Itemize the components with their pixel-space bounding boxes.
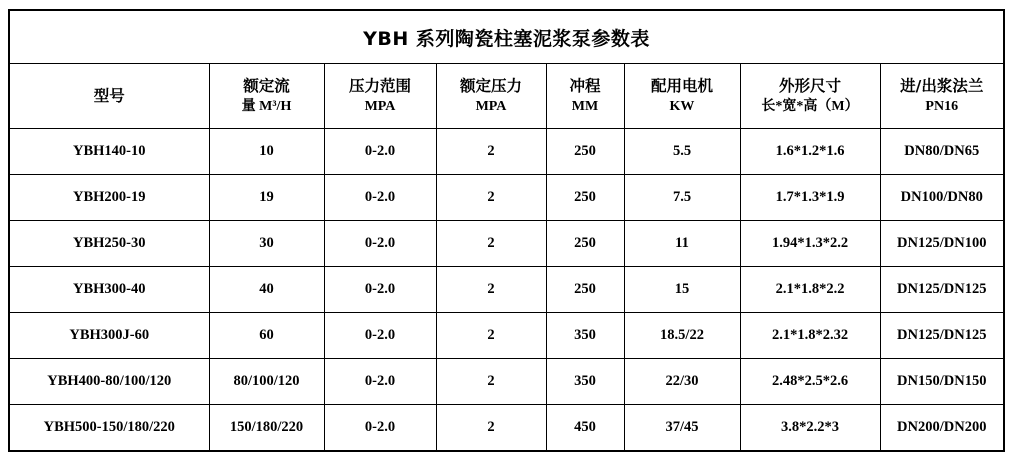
cell-dimensions: 1.6*1.2*1.6 <box>740 129 880 175</box>
table-row <box>9 175 1004 221</box>
cell-flange: DN200/DN200 <box>880 405 1004 452</box>
column-header-pressure-range-line2: MPA <box>364 98 396 114</box>
cell-stroke: 250 <box>546 129 624 175</box>
cell-pressure-range: 0-2.0 <box>324 359 436 405</box>
column-header-flow <box>209 64 324 129</box>
cell-flange: DN125/DN125 <box>880 267 1004 313</box>
cell-rated-pressure: 2 <box>436 359 546 405</box>
column-header-flange-line1: 进/出浆法兰 <box>900 76 984 95</box>
cell-rated-pressure: 2 <box>436 129 546 175</box>
column-header-stroke-line1: 冲程 <box>569 76 601 95</box>
column-header-stroke-line2: MM <box>571 98 599 114</box>
cell-motor: 37/45 <box>624 405 740 452</box>
cell-model: YBH200-19 <box>9 175 209 221</box>
parameter-table <box>8 9 1005 452</box>
cell-model: YBH300J-60 <box>9 313 209 359</box>
table-row <box>9 359 1004 405</box>
cell-flow: 19 <box>209 175 324 221</box>
column-header-rated-pressure-line2: MPA <box>475 98 507 114</box>
cell-motor: 15 <box>624 267 740 313</box>
cell-stroke: 350 <box>546 359 624 405</box>
cell-flow: 10 <box>209 129 324 175</box>
cell-rated-pressure: 2 <box>436 221 546 267</box>
cell-dimensions: 1.94*1.3*2.2 <box>740 221 880 267</box>
cell-pressure-range: 0-2.0 <box>324 313 436 359</box>
cell-flow: 40 <box>209 267 324 313</box>
cell-flow: 150/180/220 <box>209 405 324 452</box>
cell-flange: DN80/DN65 <box>880 129 1004 175</box>
column-header-rated-pressure <box>436 64 546 129</box>
cell-stroke: 250 <box>546 267 624 313</box>
cell-pressure-range: 0-2.0 <box>324 129 436 175</box>
cell-model: YBH300-40 <box>9 267 209 313</box>
cell-dimensions: 1.7*1.3*1.9 <box>740 175 880 221</box>
table-row <box>9 405 1004 452</box>
column-header-pressure-range <box>324 64 436 129</box>
cell-flow: 80/100/120 <box>209 359 324 405</box>
cell-dimensions: 2.1*1.8*2.2 <box>740 267 880 313</box>
cell-dimensions: 3.8*2.2*3 <box>740 405 880 452</box>
column-header-model-line1: 型号 <box>93 86 125 105</box>
column-header-flow-line2: 量 M³/H <box>241 98 292 114</box>
table-title-row <box>9 10 1004 64</box>
cell-stroke: 350 <box>546 313 624 359</box>
table-header-row <box>9 64 1004 129</box>
column-header-motor-line1: 配用电机 <box>650 76 713 95</box>
column-header-flow-line1: 额定流 <box>243 76 290 95</box>
cell-pressure-range: 0-2.0 <box>324 221 436 267</box>
cell-motor: 18.5/22 <box>624 313 740 359</box>
cell-rated-pressure: 2 <box>436 175 546 221</box>
column-header-pressure-range-line1: 压力范围 <box>348 76 411 95</box>
cell-flow: 30 <box>209 221 324 267</box>
cell-model: YBH500-150/180/220 <box>9 405 209 452</box>
table-row <box>9 129 1004 175</box>
page-title: YBH 系列陶瓷柱塞泥浆泵参数表 <box>9 10 1004 64</box>
column-header-stroke <box>546 64 624 129</box>
cell-rated-pressure: 2 <box>436 313 546 359</box>
cell-dimensions: 2.48*2.5*2.6 <box>740 359 880 405</box>
cell-rated-pressure: 2 <box>436 405 546 452</box>
cell-stroke: 250 <box>546 221 624 267</box>
column-header-motor-line2: KW <box>669 98 695 114</box>
cell-model: YBH140-10 <box>9 129 209 175</box>
cell-motor: 5.5 <box>624 129 740 175</box>
cell-stroke: 450 <box>546 405 624 452</box>
column-header-flange <box>880 64 1004 129</box>
cell-flow: 60 <box>209 313 324 359</box>
column-header-flange-line2: PN16 <box>925 98 959 114</box>
column-header-model <box>9 64 209 129</box>
column-header-motor <box>624 64 740 129</box>
cell-stroke: 250 <box>546 175 624 221</box>
column-header-rated-pressure-line1: 额定压力 <box>459 76 522 95</box>
cell-flange: DN100/DN80 <box>880 175 1004 221</box>
cell-motor: 22/30 <box>624 359 740 405</box>
cell-flange: DN125/DN125 <box>880 313 1004 359</box>
cell-pressure-range: 0-2.0 <box>324 267 436 313</box>
cell-flange: DN150/DN150 <box>880 359 1004 405</box>
cell-model: YBH400-80/100/120 <box>9 359 209 405</box>
cell-motor: 7.5 <box>624 175 740 221</box>
cell-pressure-range: 0-2.0 <box>324 175 436 221</box>
table-row <box>9 221 1004 267</box>
column-header-dimensions-line2: 长*宽*高（M） <box>761 98 859 114</box>
table-row <box>9 313 1004 359</box>
cell-model: YBH250-30 <box>9 221 209 267</box>
table-row <box>9 267 1004 313</box>
cell-flange: DN125/DN100 <box>880 221 1004 267</box>
cell-motor: 11 <box>624 221 740 267</box>
column-header-dimensions <box>740 64 880 129</box>
cell-rated-pressure: 2 <box>436 267 546 313</box>
cell-pressure-range: 0-2.0 <box>324 405 436 452</box>
column-header-dimensions-line1: 外形尺寸 <box>778 76 841 95</box>
cell-dimensions: 2.1*1.8*2.32 <box>740 313 880 359</box>
